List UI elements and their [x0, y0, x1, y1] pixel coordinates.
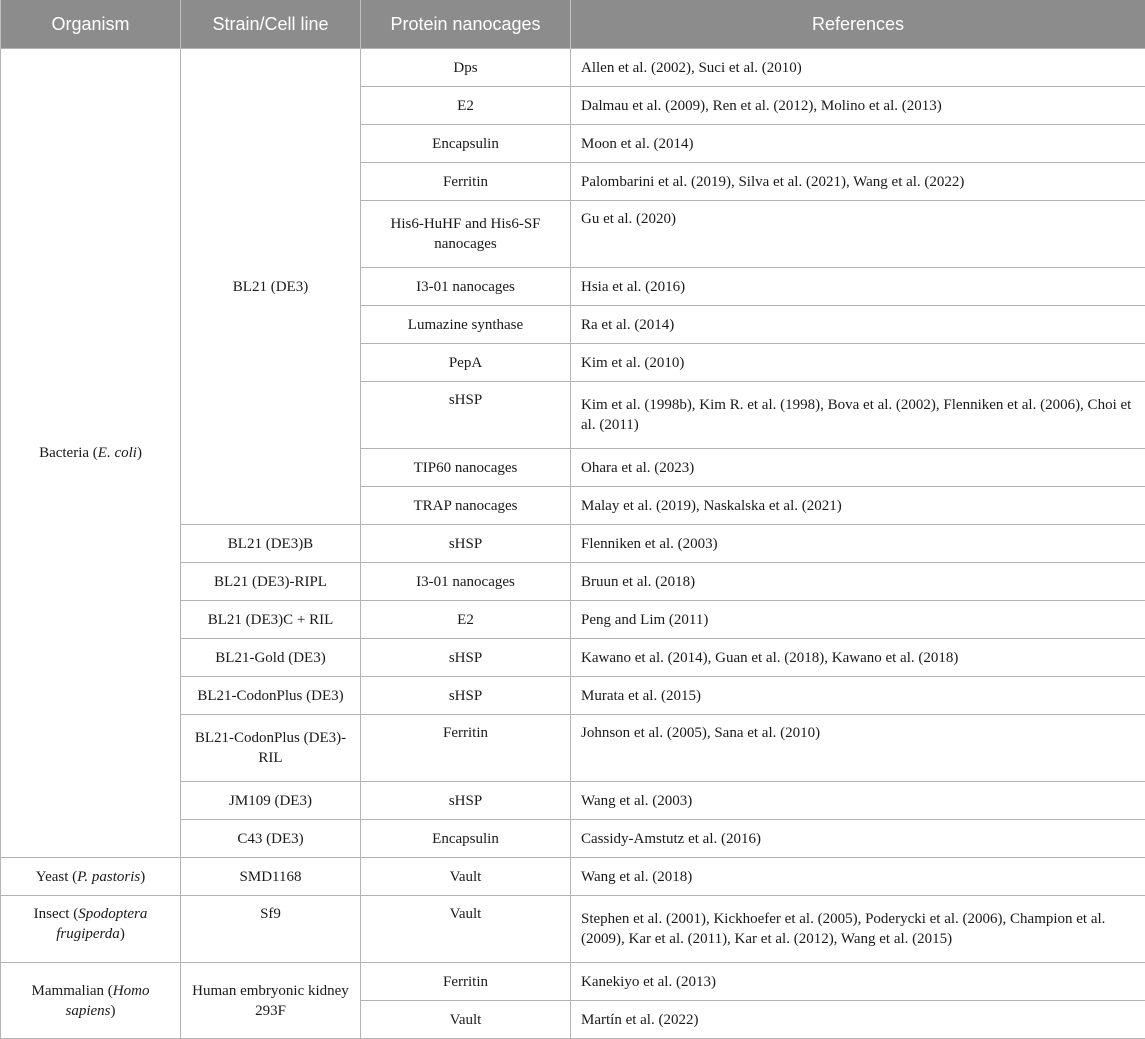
- nanocage-cell: sHSP: [361, 639, 571, 677]
- organism-yeast: Yeast (P. pastoris): [1, 858, 181, 896]
- header-references: References: [571, 0, 1145, 49]
- strain-cell: BL21-Gold (DE3): [181, 639, 361, 677]
- references-cell: Kim et al. (2010): [571, 344, 1145, 382]
- references-cell: Stephen et al. (2001), Kickhoefer et al. (2005), Poderycki et al. (2006), Champion et al. (2009), Kar et al. (2011), Kar et al. (2012), Wang et al. (2015): [571, 896, 1145, 963]
- references-cell: Martín et al. (2022): [571, 1001, 1145, 1039]
- nanocage-cell: Ferritin: [361, 715, 571, 782]
- strain-bl21-de3: BL21 (DE3): [181, 49, 361, 525]
- strain-cell: Sf9: [181, 896, 361, 963]
- references-cell: Malay et al. (2019), Naskalska et al. (2021): [571, 487, 1145, 525]
- strain-hek293f: Human embryonic kidney 293F: [181, 963, 361, 1039]
- references-cell: Murata et al. (2015): [571, 677, 1145, 715]
- nanocage-cell: sHSP: [361, 382, 571, 449]
- nanocage-cell: TRAP nanocages: [361, 487, 571, 525]
- nanocage-cell: Ferritin: [361, 963, 571, 1001]
- strain-cell: SMD1168: [181, 858, 361, 896]
- strain-cell: BL21 (DE3)C + RIL: [181, 601, 361, 639]
- nanocage-cell: Vault: [361, 896, 571, 963]
- nanocage-cell: His6-HuHF and His6-SF nanocages: [361, 201, 571, 268]
- nanocage-cell: sHSP: [361, 677, 571, 715]
- strain-cell: BL21 (DE3)-RIPL: [181, 563, 361, 601]
- strain-cell: BL21 (DE3)B: [181, 525, 361, 563]
- nanocage-cell: Lumazine synthase: [361, 306, 571, 344]
- organism-mammalian: Mammalian (Homo sapiens): [1, 963, 181, 1039]
- strain-cell: JM109 (DE3): [181, 782, 361, 820]
- nanocage-cell: Dps: [361, 49, 571, 87]
- references-cell: Kim et al. (1998b), Kim R. et al. (1998), Bova et al. (2002), Flenniken et al. (2006), Choi et al. (2011): [571, 382, 1145, 449]
- header-strain: Strain/Cell line: [181, 0, 361, 49]
- references-cell: Wang et al. (2003): [571, 782, 1145, 820]
- references-cell: Allen et al. (2002), Suci et al. (2010): [571, 49, 1145, 87]
- table-row: [1, 963, 1145, 1001]
- references-cell: Wang et al. (2018): [571, 858, 1145, 896]
- references-cell: Flenniken et al. (2003): [571, 525, 1145, 563]
- nanocage-cell: Vault: [361, 1001, 571, 1039]
- references-cell: Moon et al. (2014): [571, 125, 1145, 163]
- references-cell: Cassidy-Amstutz et al. (2016): [571, 820, 1145, 858]
- nanocage-cell: I3-01 nanocages: [361, 563, 571, 601]
- strain-cell: BL21-CodonPlus (DE3): [181, 677, 361, 715]
- nanocage-cell: Vault: [361, 858, 571, 896]
- references-cell: Kanekiyo et al. (2013): [571, 963, 1145, 1001]
- nanocage-cell: TIP60 nanocages: [361, 449, 571, 487]
- header-organism: Organism: [1, 0, 181, 49]
- header-nanocage: Protein nanocages: [361, 0, 571, 49]
- strain-cell: BL21-CodonPlus (DE3)-RIL: [181, 715, 361, 782]
- references-cell: Kawano et al. (2014), Guan et al. (2018), Kawano et al. (2018): [571, 639, 1145, 677]
- references-cell: Bruun et al. (2018): [571, 563, 1145, 601]
- references-cell: Gu et al. (2020): [571, 201, 1145, 268]
- strain-cell: C43 (DE3): [181, 820, 361, 858]
- nanocage-cell: E2: [361, 601, 571, 639]
- references-cell: Ra et al. (2014): [571, 306, 1145, 344]
- header-row: [1, 0, 1145, 49]
- references-cell: Dalmau et al. (2009), Ren et al. (2012), Molino et al. (2013): [571, 87, 1145, 125]
- table-row: [1, 896, 1145, 963]
- references-cell: Peng and Lim (2011): [571, 601, 1145, 639]
- references-cell: Johnson et al. (2005), Sana et al. (2010): [571, 715, 1145, 782]
- nanocage-cell: sHSP: [361, 525, 571, 563]
- nanocage-cell: Encapsulin: [361, 125, 571, 163]
- table-row: [1, 49, 1145, 87]
- references-cell: Palombarini et al. (2019), Silva et al. (2021), Wang et al. (2022): [571, 163, 1145, 201]
- nanocage-cell: I3-01 nanocages: [361, 268, 571, 306]
- nanocage-cell: Ferritin: [361, 163, 571, 201]
- nanocage-cell: sHSP: [361, 782, 571, 820]
- nanocage-cell: PepA: [361, 344, 571, 382]
- references-cell: Ohara et al. (2023): [571, 449, 1145, 487]
- organism-insect: Insect (Spodoptera frugiperda): [1, 896, 181, 963]
- table-row: [1, 858, 1145, 896]
- nanocage-cell: Encapsulin: [361, 820, 571, 858]
- organism-bacteria: Bacteria (E. coli): [1, 49, 181, 858]
- references-cell: Hsia et al. (2016): [571, 268, 1145, 306]
- nanocage-cell: E2: [361, 87, 571, 125]
